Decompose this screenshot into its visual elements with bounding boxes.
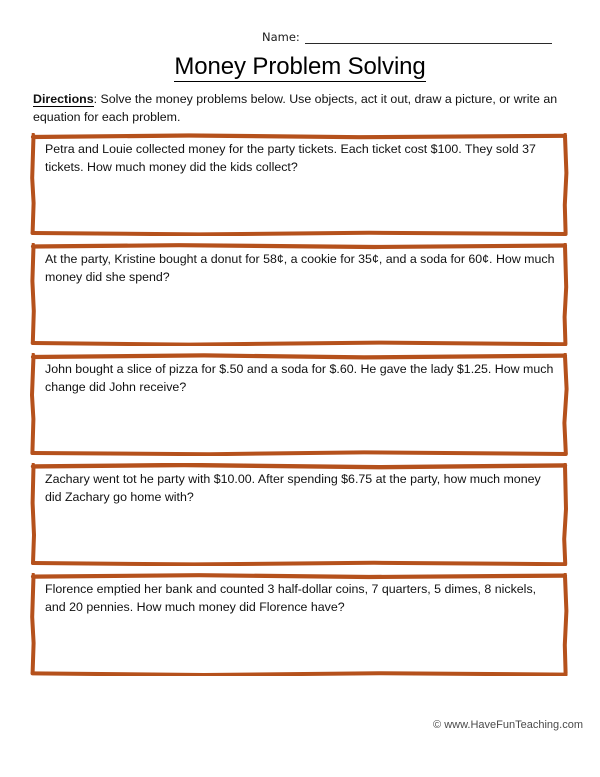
problem-box-4[interactable]: [29, 463, 569, 566]
problem-box-5[interactable]: [29, 573, 569, 676]
problem-text-3: John bought a slice of pizza for $.50 and a soda for $.60. He gave the lady $1.25. How much change did John receive?: [45, 362, 554, 394]
problem-text-1: Petra and Louie collected money for the party tickets. Each ticket cost $100. They sold 37 tickets. How much money did the kids collect?: [45, 142, 536, 174]
directions-paragraph: [33, 91, 567, 126]
directions-label: Directions: [33, 92, 94, 106]
name-field-row: [262, 30, 552, 44]
page-title-text: Money Problem Solving: [174, 53, 426, 80]
problem-text-2: At the party, Kristine bought a donut for 58¢, a cookie for 35¢, and a soda for 60¢. How much money did she spend?: [45, 252, 555, 284]
problem-text-5: Florence emptied her bank and counted 3 half-dollar coins, 7 quarters, 5 dimes, 8 nickels, and 20 pennies. How much money did Florence have?: [45, 582, 537, 614]
directions-separator: :: [93, 92, 98, 106]
problem-box-2[interactable]: [29, 243, 569, 346]
problem-box-1[interactable]: [29, 133, 569, 236]
name-label: Name:: [262, 30, 300, 44]
name-input-blank[interactable]: [305, 30, 552, 44]
page-title: [0, 52, 600, 81]
problem-box-3[interactable]: [29, 353, 569, 456]
problem-text-4: Zachary went tot he party with $10.00. After spending $6.75 at the party, how much money did Zachary go home with?: [45, 472, 541, 504]
footer-copyright: © www.HaveFunTeaching.com: [433, 719, 583, 731]
problem-list: [29, 133, 569, 683]
directions-text: Solve the money problems below. Use objects, act it out, draw a picture, or write an equation for each problem.: [33, 92, 558, 124]
